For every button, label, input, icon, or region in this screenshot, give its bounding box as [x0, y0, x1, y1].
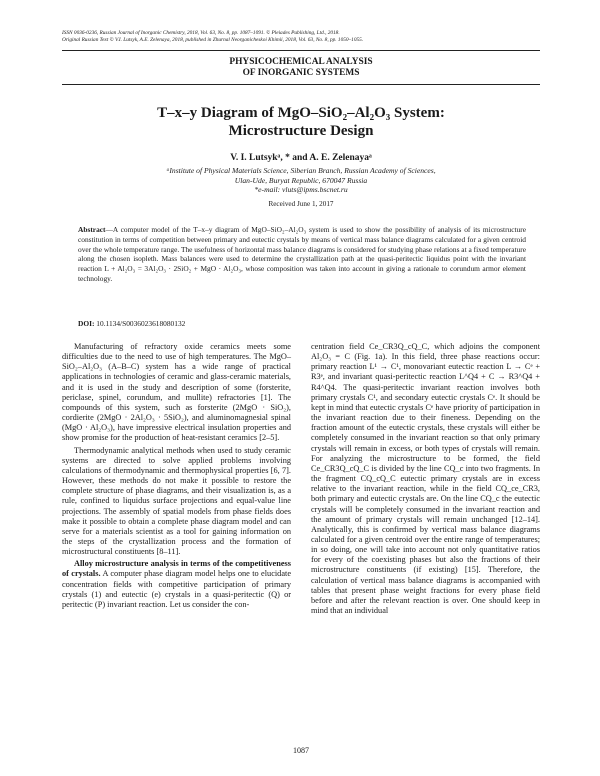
- body-paragraph-text: A computer phase diagram model helps one to elucidate concentration fields with competitive participation of primary crystals (1) and eutectic (e) crystals in a quasi-peritectic (Q) or peritectic (P) invariant reaction. Let us consider the con-: [62, 569, 291, 609]
- abstract: [78, 225, 526, 284]
- abstract-label: Abstract: [78, 225, 106, 234]
- author-list: V. I. Lutsykᵃ, * and A. E. Zelenayaᵃ: [230, 153, 372, 163]
- section-heading: [62, 57, 540, 79]
- section-rule: [62, 84, 540, 85]
- abstract-text: —A computer model of the T–x–y diagram of MgO–SiO₂–Al₂O₃ system is used to show the possibility of analysis of its microstructure constitution in terms of competition between primary and eutectic crystals by means of vertical mass balance diagrams calculated for a given centroid over the whole temperature range. The usefulness of horizontal mass balance diagrams is considered for studying phase relations at a fixed temperature along the chosen isopleth. Mass balances were used to determine the crystallization path at the quasi-peritectic liquidus point with the invariant reaction L + Al₂O₃ = 3Al₂O₃ · 2SiO₂ + MgO · Al₂O₃, whose composition was taken into account in giving a rationale to corundum armor element technology.: [78, 225, 526, 283]
- body-paragraph: [62, 559, 291, 610]
- journal-header-line-1: ISSN 0036-0236, Russian Journal of Inorganic Chemistry, 2018, Vol. 63, No. 8, pp. 1087–1091. © Pleiades Publishing, Ltd., 2018.: [62, 30, 340, 36]
- journal-header: [62, 30, 542, 44]
- affiliation-line-2: Ulan-Ude, Buryat Republic, 670047 Russia: [234, 175, 368, 185]
- run-in-heading: Alloy microstructure analysis in terms of the competitiveness of crystals.: [62, 559, 291, 579]
- doi: [78, 319, 526, 328]
- body-paragraph: centration field Ce_CR3Q_cQ_C, which adjoins the component Al₂O₃ = C (Fig. 1a). In this field, three phase reactions occur: primary reaction L¹ → C¹, monovariant eutectic reaction L → Cᵉ + R3ᵉ, and invariant quasi-peritectic reaction L^Q4 + C → R3^Q4 + R4^Q4. The quasi-peritectic invariant reaction involves both primary crystals C¹, and secondary eutectic crystals Cᵉ. It should be kept in mind that eutectic crystals Cᵉ have priority of participation in the invariant reaction due to their fineness. Depending on the fraction amount of the eutectic crystals, these crystals will either be completely consumed in the invariant reaction so that only primary crystals will remain in excess, or both types of crystals will remain. For analyzing the microstructure to be formed, the field Ce_CR3Q_cQ_C is divided by the line CQ_c into two fragments. In the fragment CQ_cQ_C eutectic primary crystals are in excess relative to the invariant reaction, while in the field CQ_ce_CR3, both primary and eutectic crystals are. On the line CQ_c the eutectic crystals will be completely consumed in the invariant reaction and the amount of primary crystals will remain unchanged [12–14]. Analytically, this is confirmed by vertical mass balance diagrams calculated for a given centroid over the entire range of temperatures; in so doing, one will take into account not only quantitative ratios for every of the coexisting phases but also the fractions of their microstructure constituents (if existing) [15]. Therefore, the calculation of vertical mass balance diagrams is accompanied with tables that present phase weight fractions for every phase field before and after the relevant reaction is over. One should keep in mind that an individual: [311, 342, 540, 616]
- body-paragraph: Thermodynamic analytical methods when used to study ceramic systems are directed to solve applied problems involving calculations of thermodynamic and thermophysical properties [6, 7]. However, these methods do not make it possible to restore the complete structure of phase diagrams, and their visualization is, as a rule, confined to liquidus surface projections and equal-value line projections. The assembly of spatial models from phase fields does make it possible to obtain a complete phase diagram model and can serve for a materials scientist as a tool for gaining information on the steps of the crystallization process and the formation of microstructural constituents [8–11].: [62, 445, 291, 557]
- body-column-right: [311, 342, 540, 616]
- doi-link[interactable]: 10.1134/S0036023618080132: [96, 319, 186, 328]
- body-column-left: [62, 342, 291, 610]
- received-date: Received June 1, 2017: [268, 200, 334, 208]
- page-number: 1087: [293, 746, 309, 755]
- section-heading-line-1: PHYSICOCHEMICAL ANALYSIS: [229, 57, 373, 67]
- article-title: [62, 104, 540, 140]
- article-title-line-1: T–x–y Diagram of MgO–SiO₂–Al₂O₃ System:: [157, 105, 445, 121]
- article-title-line-2: Microstructure Design: [228, 123, 374, 139]
- body-paragraph: Manufacturing of refractory oxide ceramics meets some difficulties due to the need to use of high temperatures. The MgO–SiO₂–Al₂O₃ (A–B–C) system has a wide range of practical applications in technologies of ceramic and glass-ceramic materials, and it is used in the study and description of some (forsterite, periclase, spinel, corundum, and mullite) refractories [1]. The compounds of this system, such as forsterite (2MgO · SiO₂), cordierite (2MgO · 2Al₂O₃ · 5SiO₂), and aluminomagnesial spinal (MgO · Al₂O₃), have impressive electrical insulation properties and show promise for the production of heat-resistant ceramics [2–5].: [62, 342, 291, 443]
- section-heading-line-2: OF INORGANIC SYSTEMS: [242, 68, 360, 78]
- affiliation-line-1: ᵃInstitute of Physical Materials Science, Siberian Branch, Russian Academy of Sciences,: [166, 166, 436, 175]
- affiliation: [62, 166, 540, 195]
- corresponding-email: *e-mail: vluts@ipms.bscnet.ru: [254, 185, 348, 195]
- doi-label: DOI:: [78, 319, 95, 328]
- header-rule: [62, 50, 540, 51]
- journal-header-line-2: Original Russian Text © V.I. Lutsyk, A.E. Zelenaya, 2018, published in Zhurnal Neorganicheskoi Khimii, 2018, Vol. 63, No. 8, pp. 1050–1055.: [62, 37, 364, 43]
